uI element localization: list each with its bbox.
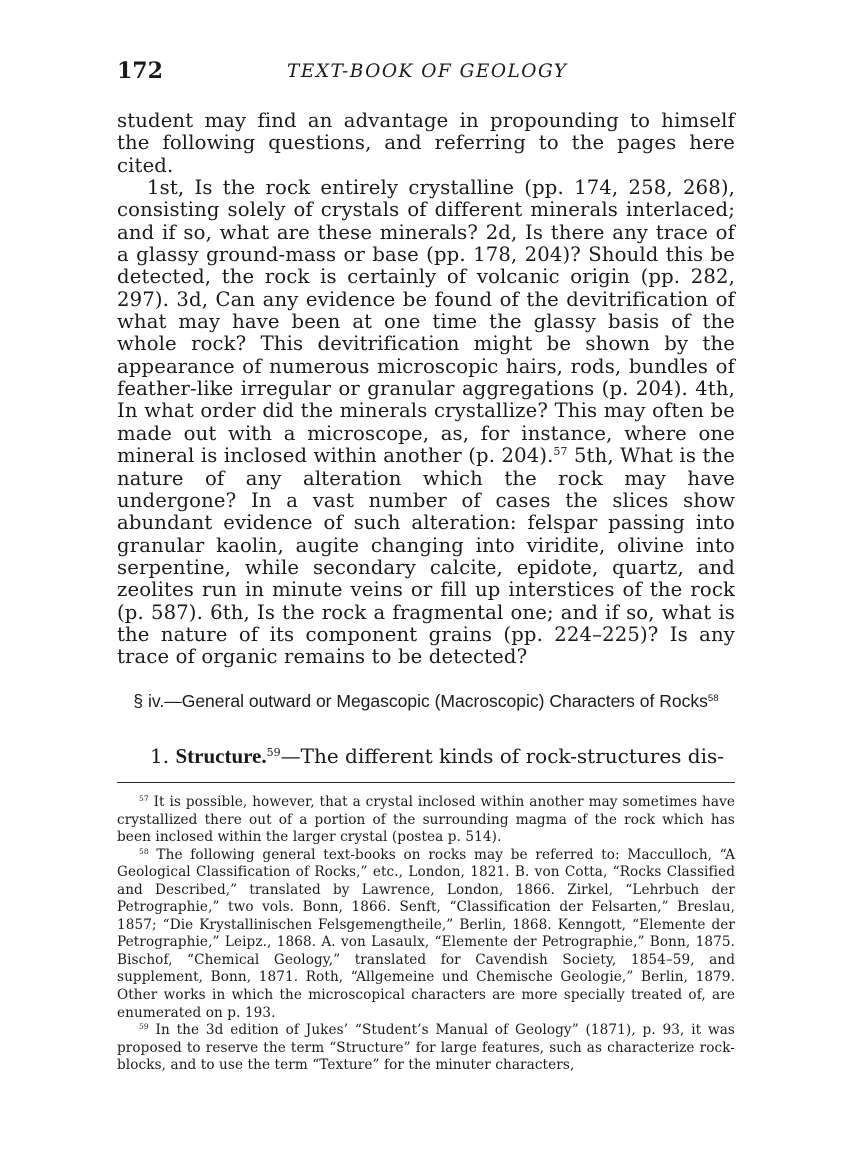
footnote-59 bbox=[117, 1022, 735, 1075]
footnote-ref-57: 57 bbox=[553, 445, 568, 459]
footnote-58 bbox=[117, 847, 735, 1022]
footnote-number: 59 bbox=[139, 1022, 149, 1032]
footnote-ref-59: 59 bbox=[266, 745, 281, 759]
footnote-57 bbox=[117, 794, 735, 847]
paragraph-continuation: student may find an advantage in propounding to himself the following questions, and referring to the pages here cited. bbox=[117, 109, 735, 177]
footnote-text: In the 3d edition of Jukes’ “Student’s Manual of Geology” (1871), p. 93, it was proposed to reserve the term “Structure” for large features, such as characterize rock-blocks, and to use the term “Texture” for the minuter characters, bbox=[117, 1022, 736, 1074]
running-head bbox=[117, 58, 737, 92]
footnote-number: 58 bbox=[139, 846, 149, 856]
footnote-divider bbox=[117, 782, 735, 783]
running-title: TEXT-BOOK OF GEOLOGY bbox=[287, 61, 568, 82]
structure-text: —The different kinds of rock-structures dis- bbox=[280, 744, 725, 768]
paragraph-questions-part-1: 1st, Is the rock entirely crystalline (pp. 174, 258, 268), consisting solely of crystals of different minerals interlaced; and if so, what are these minerals? 2d, Is there any trace of a glassy ground-mass or base (pp. 178, 204)? Should this be detected, the rock is certainly of volcanic origin (pp. 282, 297). 3d, Can any evidence be found of the devitrification of what may have been at one time the glassy basis of the whole rock? This devitrification might be shown by the appearance of numerous microscopic hairs, rods, bundles of feather-like irregular or granular aggregations (p. 204). 4th, In what order did the minerals crystallize? This may often be made out with a microscope, as, for instance, where one mineral is inclosed within another (p. 204). bbox=[117, 176, 735, 468]
section-heading bbox=[117, 690, 735, 713]
page-number: 172 bbox=[117, 58, 163, 84]
paragraph-questions-part-2: 5th, What is the nature of any alteration which the rock may have undergone? In a vast number of cases the slices show abundant evidence of such alteration: felspar passing into granular kaolin, augite changing into viridite, olivine into serpentine, while secondary calcite, epidote, quartz, and zeolites run in minute veins or fill up interstices of the rock (p. 587). 6th, Is the rock a fragmental one; and if so, what is the nature of its component grains (pp. 224–225)? Is any trace of organic remains to be detected? bbox=[117, 444, 735, 669]
structure-label: Structure. bbox=[175, 744, 267, 768]
footnote-text: It is possible, however, that a crystal inclosed within another may sometimes have crystallized there out of a portion of the surrounding magma of the rock which has been inclosed within the larger crystal (postea p. 514). bbox=[117, 794, 736, 846]
footnote-number: 57 bbox=[139, 794, 149, 804]
body-text bbox=[117, 110, 735, 669]
structure-number: 1. bbox=[150, 744, 170, 768]
section-heading-text: § iv.—General outward or Megascopic (Macroscopic) Characters of Rocks bbox=[133, 691, 708, 711]
footnote-text: The following general text-books on rocks may be referred to: Macculloch, “A Geological Classification of Rocks,” etc., London, 1821. B. von Cotta, “Rocks Classified and Described,” translated by Lawrence, London, 1866. Zirkel, “Lehrbuch der Petrographie,” two vols. Bonn, 1866. Senft, “Classification der Felsarten,” Breslau, 1857; “Die Krystallinischen Felsgemengtheile,” Berlin, 1868. Kenngott, “Elemente der Petrographie,” Leipz., 1868. A. von Lasaulx, “Elemente der Petrographie,” Bonn, 1875. Bischof, “Chemical Geology,” translated for Cavendish Society, 1854–59, and supplement, Bonn, 1871. Roth, “Allgemeine und Chemische Geologie,” Berlin, 1879. Other works in which the microscopical characters are more specially treated of, are enumerated on p. 193. bbox=[117, 846, 736, 1021]
footnote-ref-58: 58 bbox=[707, 692, 719, 704]
footnotes bbox=[117, 794, 735, 1075]
structure-paragraph bbox=[150, 744, 735, 768]
paragraph-questions bbox=[117, 177, 735, 669]
